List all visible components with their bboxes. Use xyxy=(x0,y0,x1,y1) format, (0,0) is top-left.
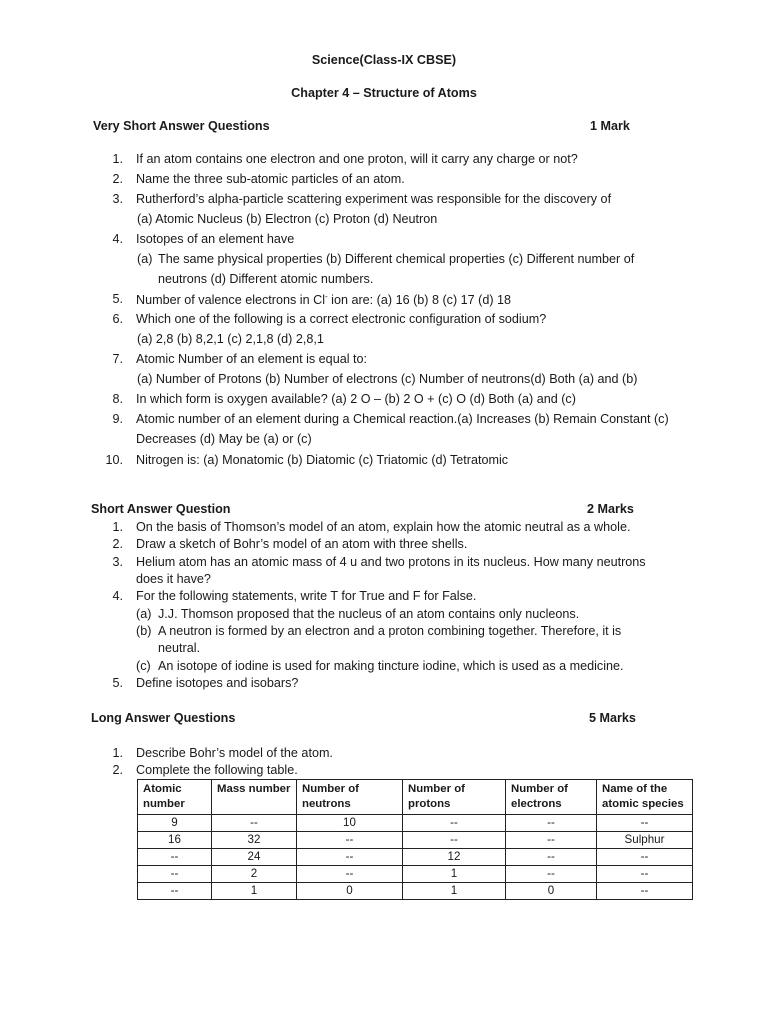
statement-text: An isotope of iodine is used for making tincture iodine, which is used as a medicine. xyxy=(158,659,624,673)
question-number: 2. xyxy=(112,172,123,186)
question-text: Isotopes of an element have xyxy=(136,232,295,246)
question-number: 10. xyxy=(105,453,123,467)
table-cell: -- xyxy=(597,866,693,883)
question-options: (a) 2,8 (b) 8,2,1 (c) 2,1,8 (d) 2,8,1 xyxy=(137,332,324,346)
table-cell: 32 xyxy=(212,832,297,849)
question-text: Decreases (d) May be (a) or (c) xyxy=(136,432,312,446)
header-line: neutrons xyxy=(302,798,351,810)
question-text: In which form is oxygen available? (a) 2 O – (b) 2 O + (c) O (d) Both (a) and (c) xyxy=(136,392,576,406)
header-line: Mass number xyxy=(217,783,291,795)
question-text-part: Number of valence electrons in Cl xyxy=(136,293,325,308)
table-row xyxy=(138,832,693,849)
table-cell: 1 xyxy=(403,883,506,900)
header-protons xyxy=(403,780,506,815)
table-cell: -- xyxy=(506,849,597,866)
table-cell: 12 xyxy=(403,849,506,866)
question-text: Rutherford’s alpha-particle scattering experiment was responsible for the discovery of xyxy=(136,192,612,206)
header-line: protons xyxy=(408,798,451,810)
header-line: number xyxy=(143,798,185,810)
question-text: Describe Bohr’s model of the atom. xyxy=(136,746,333,760)
question-number: 5. xyxy=(112,676,123,690)
option-label: (a) xyxy=(137,252,153,266)
header-line: atomic species xyxy=(602,798,684,810)
header-line: Number of xyxy=(408,783,465,795)
question-text-part: ion are: (a) 16 (b) 8 (c) 17 (d) 18 xyxy=(327,293,512,308)
question-text: Atomic number of an element during a Chemical reaction.(a) Increases (b) Remain Constant (c) xyxy=(136,412,669,426)
question-number: 9. xyxy=(112,412,123,426)
superscript: - xyxy=(325,292,328,301)
table-cell: -- xyxy=(506,866,597,883)
question-text: Nitrogen is: (a) Monatomic (b) Diatomic (c) Triatomic (d) Tetratomic xyxy=(136,453,509,467)
question-number: 2. xyxy=(112,763,123,777)
question-number: 6. xyxy=(112,312,123,326)
header-atomic-species xyxy=(597,780,693,815)
question-number: 2. xyxy=(112,537,123,551)
question-number: 3. xyxy=(112,192,123,206)
question-text: does it have? xyxy=(136,572,211,586)
question-text: Which one of the following is a correct electronic configuration of sodium? xyxy=(136,312,547,326)
table-cell: 24 xyxy=(212,849,297,866)
option-label: (c) xyxy=(136,659,151,673)
table-header-row xyxy=(138,780,693,815)
table-cell: Sulphur xyxy=(597,832,693,849)
table-cell: -- xyxy=(297,866,403,883)
table-cell: -- xyxy=(597,883,693,900)
question-number: 1. xyxy=(112,746,123,760)
statement-text: J.J. Thomson proposed that the nucleus of an atom contains only nucleons. xyxy=(158,607,580,621)
option-label: (a) xyxy=(136,607,152,621)
question-number: 4. xyxy=(112,232,123,246)
table-cell: 0 xyxy=(297,883,403,900)
question-number: 4. xyxy=(112,589,123,603)
table-cell: 1 xyxy=(403,866,506,883)
table-row xyxy=(138,815,693,832)
question-options: neutrons (d) Different atomic numbers. xyxy=(158,272,374,286)
question-text: Complete the following table. xyxy=(136,763,298,777)
short-answer-heading: Short Answer Question xyxy=(91,502,231,516)
long-answer-marks: 5 Marks xyxy=(589,711,636,725)
question-text: Define isotopes and isobars? xyxy=(136,676,299,690)
table-cell: -- xyxy=(138,849,212,866)
header-line: Atomic xyxy=(143,783,182,795)
very-short-marks: 1 Mark xyxy=(590,119,630,133)
table-row xyxy=(138,849,693,866)
table-cell: -- xyxy=(212,815,297,832)
header-line: Number of xyxy=(302,783,359,795)
question-options: (a) Atomic Nucleus (b) Electron (c) Proton (d) Neutron xyxy=(137,212,438,226)
table-cell: -- xyxy=(138,866,212,883)
header-line: Name of the xyxy=(602,783,668,795)
table-cell: 9 xyxy=(138,815,212,832)
table-row xyxy=(138,883,693,900)
table-cell: -- xyxy=(297,849,403,866)
table-cell: -- xyxy=(138,883,212,900)
table-cell: -- xyxy=(403,832,506,849)
question-text: For the following statements, write T for True and F for False. xyxy=(136,589,477,603)
header-mass-number xyxy=(212,780,297,815)
chapter-title: Chapter 4 – Structure of Atoms xyxy=(291,86,477,100)
question-text: If an atom contains one electron and one proton, will it carry any charge or not? xyxy=(136,152,578,166)
question-text: On the basis of Thomson’s model of an atom, explain how the atomic neutral as a whole. xyxy=(136,520,631,534)
option-label: (b) xyxy=(136,624,152,638)
table-cell: 16 xyxy=(138,832,212,849)
question-number: 3. xyxy=(112,555,123,569)
table-cell: -- xyxy=(403,815,506,832)
question-text: Draw a sketch of Bohr’s model of an atom with three shells. xyxy=(136,537,468,551)
atomic-species-table xyxy=(137,779,693,900)
question-text xyxy=(136,292,511,307)
question-number: 1. xyxy=(112,520,123,534)
header-neutrons xyxy=(297,780,403,815)
table-cell: 2 xyxy=(212,866,297,883)
question-number: 7. xyxy=(112,352,123,366)
table-row xyxy=(138,866,693,883)
header-electrons xyxy=(506,780,597,815)
header-line: electrons xyxy=(511,798,562,810)
very-short-heading: Very Short Answer Questions xyxy=(93,119,270,133)
question-text: Helium atom has an atomic mass of 4 u and two protons in its nucleus. How many neutrons xyxy=(136,555,646,569)
short-answer-marks: 2 Marks xyxy=(587,502,634,516)
question-options: The same physical properties (b) Different chemical properties (c) Different number of xyxy=(158,252,635,266)
table-cell: -- xyxy=(506,815,597,832)
table-cell: 1 xyxy=(212,883,297,900)
header-atomic-number xyxy=(138,780,212,815)
table-cell: -- xyxy=(297,832,403,849)
question-text: Atomic Number of an element is equal to: xyxy=(136,352,367,366)
header-line: Number of xyxy=(511,783,568,795)
question-number: 5. xyxy=(112,292,123,306)
statement-text: neutral. xyxy=(158,641,201,655)
table-cell: -- xyxy=(597,849,693,866)
table-cell: -- xyxy=(506,832,597,849)
question-number: 1. xyxy=(112,152,123,166)
question-text: Name the three sub-atomic particles of an atom. xyxy=(136,172,405,186)
question-number: 8. xyxy=(112,392,123,406)
statement-text: A neutron is formed by an electron and a proton combining together. Therefore, it is xyxy=(158,624,622,638)
long-answer-heading: Long Answer Questions xyxy=(91,711,236,725)
question-options: (a) Number of Protons (b) Number of electrons (c) Number of neutrons(d) Both (a) and (b) xyxy=(137,372,638,386)
table-cell: 10 xyxy=(297,815,403,832)
table-cell: -- xyxy=(597,815,693,832)
table-cell: 0 xyxy=(506,883,597,900)
document-subject: Science(Class-IX CBSE) xyxy=(311,53,457,67)
